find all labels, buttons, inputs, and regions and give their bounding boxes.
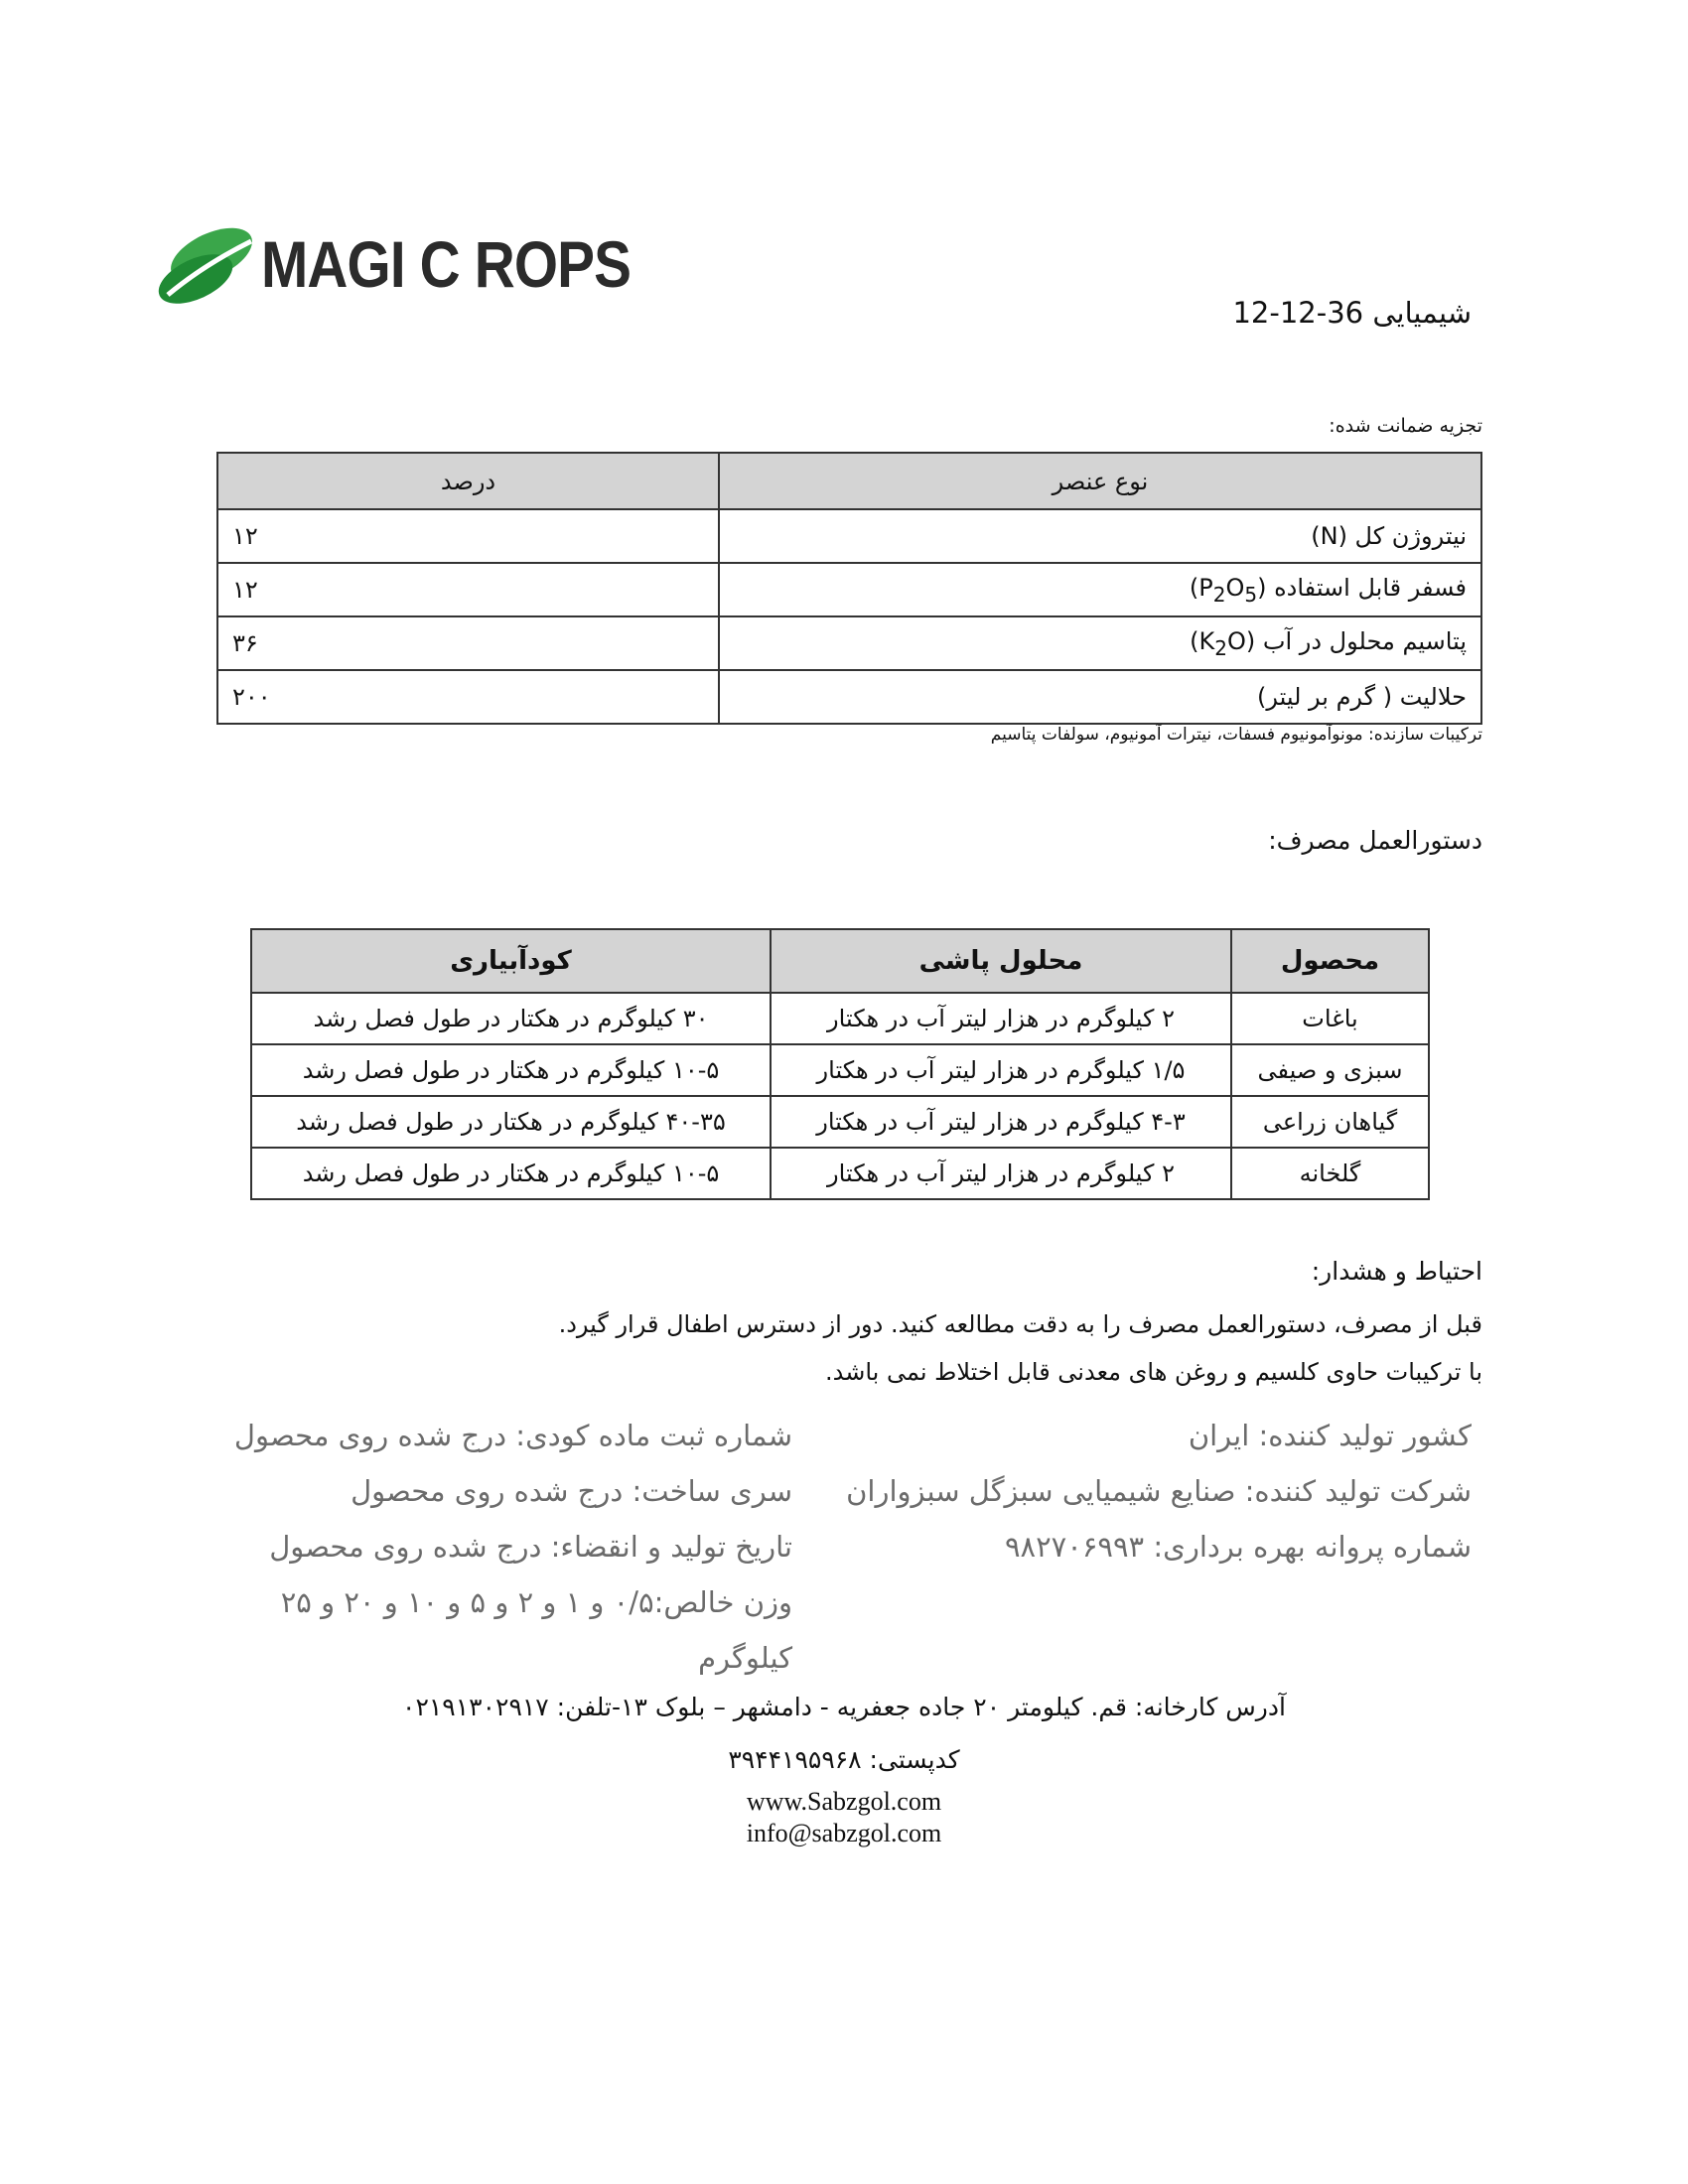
guaranteed-analysis-heading: تجزیه ضمانت شده: — [1329, 415, 1482, 437]
spray-cell: ۱/۵ کیلوگرم در هزار لیتر آب در هکتار — [771, 1044, 1231, 1096]
batch-number: سری ساخت: درج شده روی محصول — [351, 1474, 792, 1508]
column-header-spray: محلول پاشی — [771, 929, 1231, 993]
warning-line: با ترکیبات حاوی کلسیم و روغن های معدنی قابل اختلاط نمی باشد. — [824, 1358, 1482, 1386]
table-row — [251, 1096, 1429, 1148]
crop-cell: گیاهان زراعی — [1231, 1096, 1429, 1148]
column-header-percent: درصد — [217, 453, 719, 509]
table-row — [251, 1044, 1429, 1096]
table-row — [217, 563, 1481, 616]
element-percent: ۲۰۰ — [217, 670, 719, 724]
caution-heading: احتیاط و هشدار: — [1311, 1257, 1482, 1286]
usage-table — [250, 928, 1430, 1200]
manufacturer-company: شرکت تولید کننده: صنایع شیمیایی سبزگل سبزواران — [846, 1474, 1472, 1508]
product-info — [234, 1408, 792, 1686]
column-header-crop: محصول — [1231, 929, 1429, 993]
spray-cell: ۲ کیلوگرم در هزار لیتر آب در هکتار — [771, 1148, 1231, 1199]
warning-line: قبل از مصرف، دستورالعمل مصرف را به دقت مطالعه کنید. دور از دسترس اطفال قرار گیرد. — [558, 1310, 1482, 1338]
element-name: حلالیت ( گرم بر لیتر) — [719, 670, 1481, 724]
brand-wordmark: MAGI C ROPS — [261, 227, 632, 301]
fertigation-cell: ۳۰ کیلوگرم در هکتار در طول فصل رشد — [251, 993, 771, 1044]
usage-instructions-heading: دستورالعمل مصرف: — [1268, 826, 1482, 855]
column-header-element: نوع عنصر — [719, 453, 1481, 509]
factory-address: آدرس کارخانه: قم. کیلومتر ۲۰ جاده جعفریه - دامشهر – بلوک ۱۳-تلفن: ۰۲۱۹۱۳۰۲۹۱۷ — [402, 1693, 1286, 1721]
fertigation-cell: ۱۰-۵ کیلوگرم در هکتار در طول فصل رشد — [251, 1148, 771, 1199]
table-header-row — [251, 929, 1429, 993]
leaf-icon — [154, 215, 258, 315]
crop-cell: باغات — [1231, 993, 1429, 1044]
country-of-origin: کشور تولید کننده: ایران — [1188, 1419, 1472, 1452]
element-name: فسفر قابل استفاده $(P_2O_5)$ — [719, 563, 1481, 616]
crop-cell: سبزی و صیفی — [1231, 1044, 1429, 1096]
fertigation-cell: ۴۰-۳۵ کیلوگرم در هکتار در طول فصل رشد — [251, 1096, 771, 1148]
table-row — [217, 670, 1481, 724]
postal-code: کدپستی: ۳۹۴۴۱۹۵۹۶۸ — [728, 1745, 960, 1774]
element-name: پتاسیم محلول در آب $(K_2O)$ — [719, 616, 1481, 670]
operating-license: شماره پروانه بهره برداری: ۹۸۲۷۰۶۹۹۳ — [1004, 1530, 1472, 1564]
element-percent: ۱۲ — [217, 509, 719, 563]
element-percent: ۱۲ — [217, 563, 719, 616]
net-weight: وزن خالص:۰/۵ و ۱ و ۲ و ۵ و ۱۰ و ۲۰ و ۲۵ کیلوگرم — [280, 1585, 792, 1675]
product-title: شیمیایی 36-12-12 — [1232, 296, 1472, 330]
column-header-fertigation: کودآبیاری — [251, 929, 771, 993]
registration-number: شماره ثبت ماده کودی: درج شده روی محصول — [233, 1419, 792, 1452]
email-link[interactable]: info@sabzgol.com — [746, 1819, 942, 1847]
brand-logo — [154, 210, 631, 320]
element-name: نیتروژن کل (N) — [719, 509, 1481, 563]
table-header-row — [217, 453, 1481, 509]
composition-note: ترکیبات سازنده: مونوآمونیوم فسفات، نیترات آمونیوم، سولفات پتاسیم — [990, 725, 1482, 745]
spray-cell: ۴-۳ کیلوگرم در هزار لیتر آب در هکتار — [771, 1096, 1231, 1148]
table-row — [251, 993, 1429, 1044]
table-row — [217, 509, 1481, 563]
table-row — [251, 1148, 1429, 1199]
fertigation-cell: ۱۰-۵ کیلوگرم در هکتار در طول فصل رشد — [251, 1044, 771, 1096]
table-row — [217, 616, 1481, 670]
element-percent: ۳۶ — [217, 616, 719, 670]
guaranteed-analysis-table — [216, 452, 1482, 725]
production-expiry-dates: تاریخ تولید و انقضاء: درج شده روی محصول — [269, 1530, 792, 1564]
website-link[interactable]: www.Sabzgol.com — [746, 1787, 942, 1816]
crop-cell: گلخانه — [1231, 1148, 1429, 1199]
manufacturer-info — [846, 1408, 1472, 1574]
spray-cell: ۲ کیلوگرم در هزار لیتر آب در هکتار — [771, 993, 1231, 1044]
